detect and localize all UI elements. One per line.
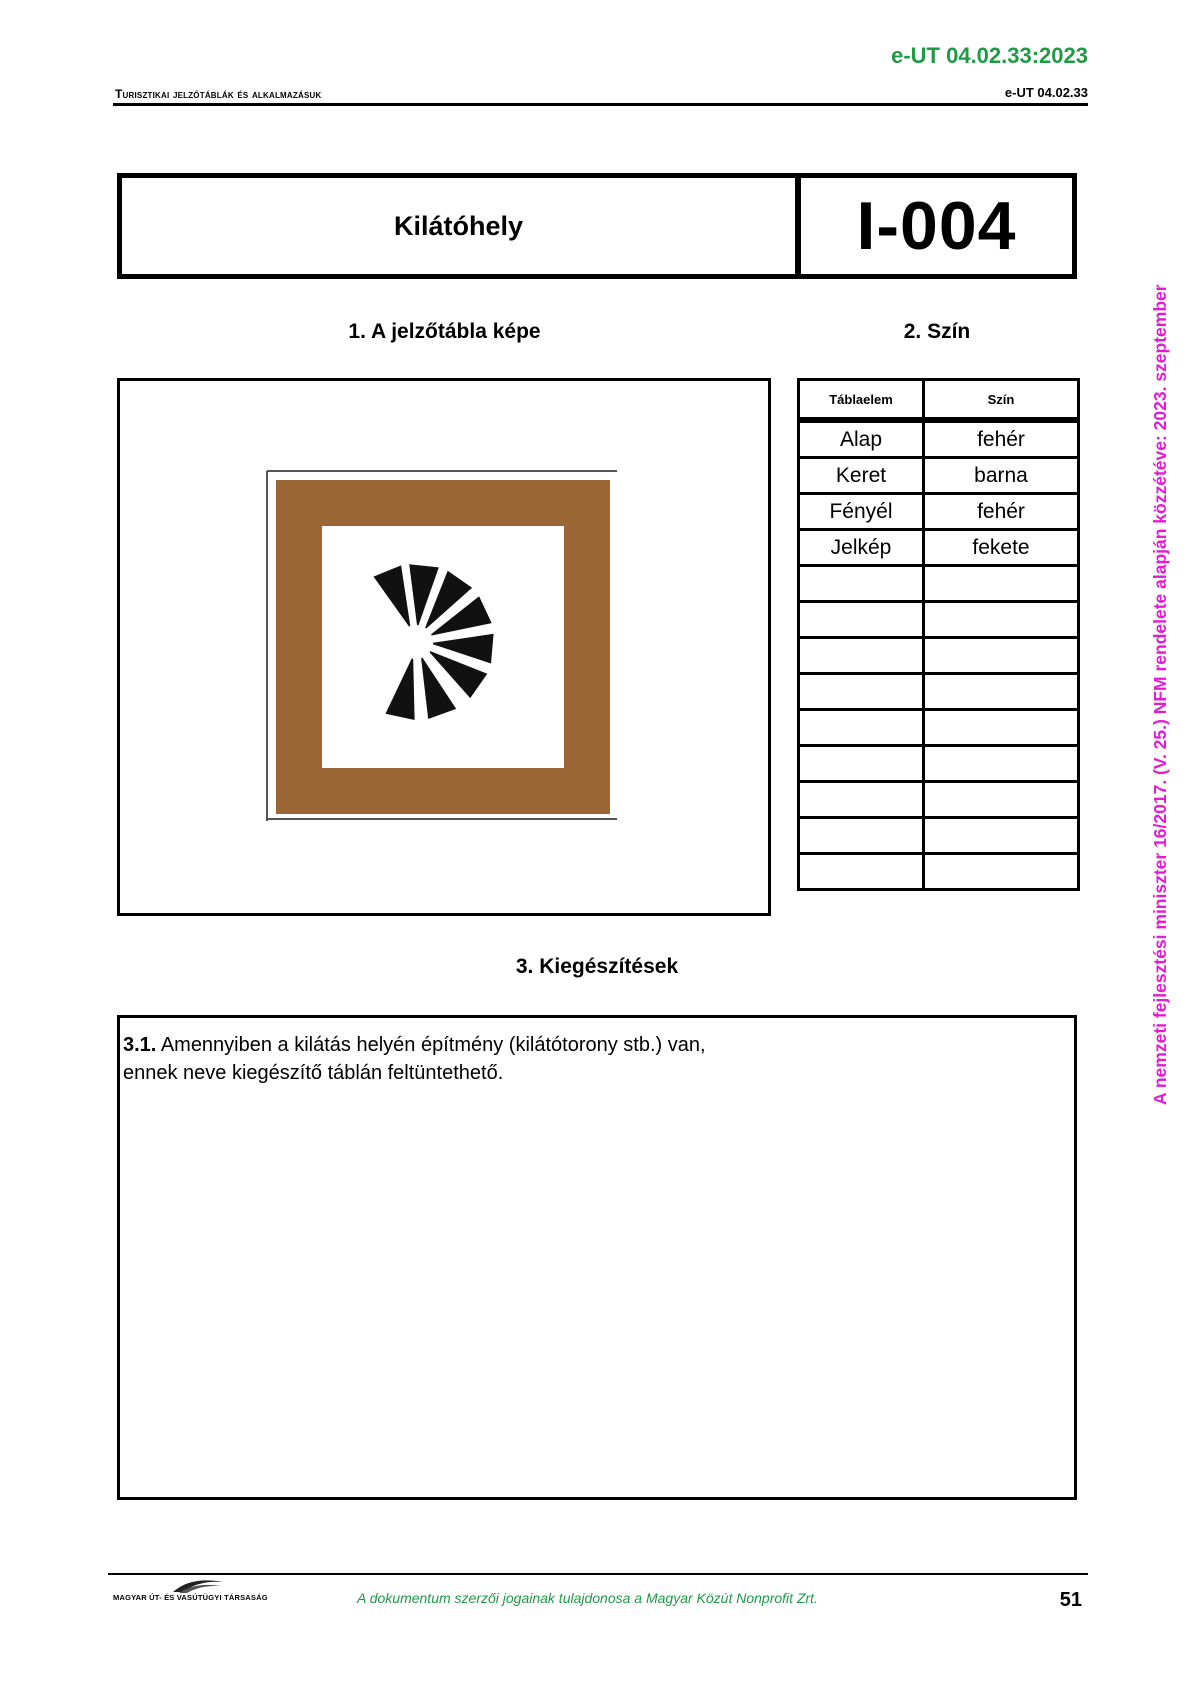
color-table-row	[799, 818, 1079, 854]
publication-side-note: A nemzeti fejlesztési miniszter 16/2017. (V. 25.) NFM rendelete alapján közzétéve: 2023. szeptember	[1150, 284, 1170, 1105]
color-table-color-cell: fehér	[924, 494, 1079, 530]
note-line-1: Amennyiben a kilátás helyén építmény (kilátótorony stb.) van,	[160, 1034, 706, 1056]
color-table-element-cell	[799, 566, 924, 602]
copyright-notice: A dokumentum szerzői jogainak tulajdonosa a Magyar Közút Nonprofit Zrt.	[357, 1590, 818, 1606]
color-table-color-cell: fekete	[924, 530, 1079, 566]
color-table-header-color: Szín	[924, 380, 1079, 421]
color-table-color-cell	[924, 818, 1079, 854]
note-line-2: ennek neve kiegészítő táblán feltüntethető.	[123, 1062, 504, 1084]
color-table-color-cell	[924, 782, 1079, 818]
color-table-element-cell: Alap	[799, 420, 924, 458]
color-table-row	[799, 674, 1079, 710]
color-table-row	[799, 710, 1079, 746]
color-table-element-cell	[799, 674, 924, 710]
color-table-element-cell	[799, 710, 924, 746]
running-header-title: Turisztikai jelzőtáblák és alkalmazásuk	[115, 87, 322, 101]
color-table-row	[799, 566, 1079, 602]
color-table	[797, 378, 1080, 891]
color-table-color-cell	[924, 638, 1079, 674]
notes-box	[117, 1015, 1077, 1500]
running-header-code: e-UT 04.02.33	[1004, 85, 1088, 100]
color-table-row	[799, 638, 1079, 674]
color-table-element-cell: Fényél	[799, 494, 924, 530]
color-table-row	[799, 782, 1079, 818]
color-table-color-cell: barna	[924, 458, 1079, 494]
color-table-color-cell	[924, 602, 1079, 638]
section-heading-notes: 3. Kiegészítések	[515, 955, 679, 978]
color-table-element-cell	[799, 638, 924, 674]
footer-divider	[108, 1573, 1088, 1575]
color-table-element-cell	[799, 782, 924, 818]
color-table-element-cell	[799, 818, 924, 854]
color-table-color-cell	[924, 746, 1079, 782]
page-number: 51	[1059, 1589, 1082, 1611]
header-divider	[113, 103, 1088, 106]
color-table-color-cell	[924, 854, 1079, 890]
color-table-row	[799, 420, 1079, 458]
organization-logo-text: MAGYAR ÚT- ÉS VASÚTÜGYI TÁRSASÁG	[113, 1593, 268, 1602]
color-table-row	[799, 458, 1079, 494]
color-table-color-cell	[924, 674, 1079, 710]
sign-code: I-004	[856, 188, 1017, 264]
color-table-element-cell	[799, 746, 924, 782]
sign-name: Kilátóhely	[393, 210, 524, 241]
sign-image	[266, 470, 618, 822]
section-heading-sign-image: 1. A jelzőtábla képe	[348, 320, 541, 343]
color-table-color-cell: fehér	[924, 420, 1079, 458]
color-table-header-element: Táblaelem	[799, 380, 924, 421]
note-number: 3.1.	[123, 1034, 157, 1056]
color-table-element-cell: Keret	[799, 458, 924, 494]
color-table-row	[799, 530, 1079, 566]
color-table-color-cell	[924, 710, 1079, 746]
section-heading-color: 2. Szín	[903, 320, 971, 343]
color-table-row	[799, 854, 1079, 890]
color-table-row	[799, 746, 1079, 782]
color-table-element-cell	[799, 602, 924, 638]
color-table-row	[799, 602, 1079, 638]
color-table-element-cell: Jelkép	[799, 530, 924, 566]
note-3-1	[123, 1031, 923, 1087]
document-code: e-UT 04.02.33:2023	[891, 43, 1088, 68]
color-table-row	[799, 494, 1079, 530]
color-table-element-cell	[799, 854, 924, 890]
color-table-color-cell	[924, 566, 1079, 602]
